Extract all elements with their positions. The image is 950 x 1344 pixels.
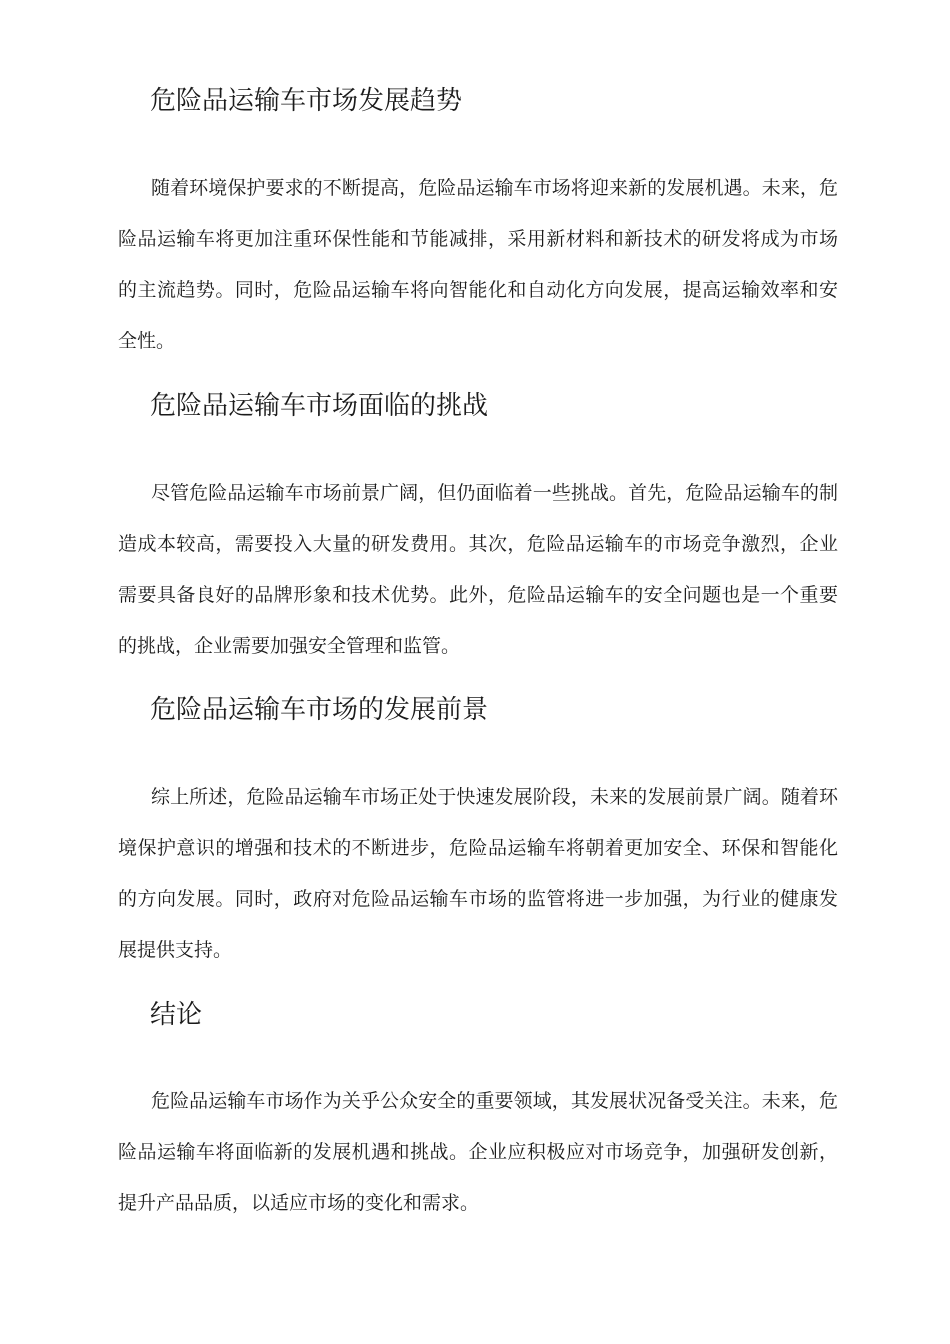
section-paragraph-trends: 随着环境保护要求的不断提高，危险品运输车市场将迎来新的发展机遇。未来，危险品运输车将更加注重环保性能和节能减排，采用新材料和新技术的研发将成为市场的主流趋势。同时，危险品运输车将向智能化和自动化方向发展，提高运输效率和安全性。	[118, 177, 838, 352]
section-paragraph-challenges: 尽管危险品运输车市场前景广阔，但仍面临着一些挑战。首先，危险品运输车的制造成本较高，需要投入大量的研发费用。其次，危险品运输车的市场竞争激烈，企业需要具备良好的品牌形象和技术优势。此外，危险品运输车的安全问题也是一个重要的挑战，企业需要加强安全管理和监管。	[118, 482, 838, 657]
section-heading-challenges: 危险品运输车市场面临的挑战	[150, 391, 489, 421]
section-paragraph-prospects: 综上所述，危险品运输车市场正处于快速发展阶段，未来的发展前景广阔。随着环境保护意识的增强和技术的不断进步，危险品运输车将朝着更加安全、环保和智能化的方向发展。同时，政府对危险品运输车市场的监管将进一步加强，为行业的健康发展提供支持。	[118, 786, 838, 961]
section-heading-trends: 危险品运输车市场发展趋势	[150, 86, 463, 116]
section-heading-conclusion: 结论	[150, 1000, 203, 1030]
section-paragraph-conclusion: 危险品运输车市场作为关乎公众安全的重要领域，其发展状况备受关注。未来，危险品运输车将面临新的发展机遇和挑战。企业应积极应对市场竞争，加强研发创新，提升产品品质，以适应市场的变化和需求。	[118, 1090, 838, 1214]
section-heading-prospects: 危险品运输车市场的发展前景	[150, 695, 489, 725]
